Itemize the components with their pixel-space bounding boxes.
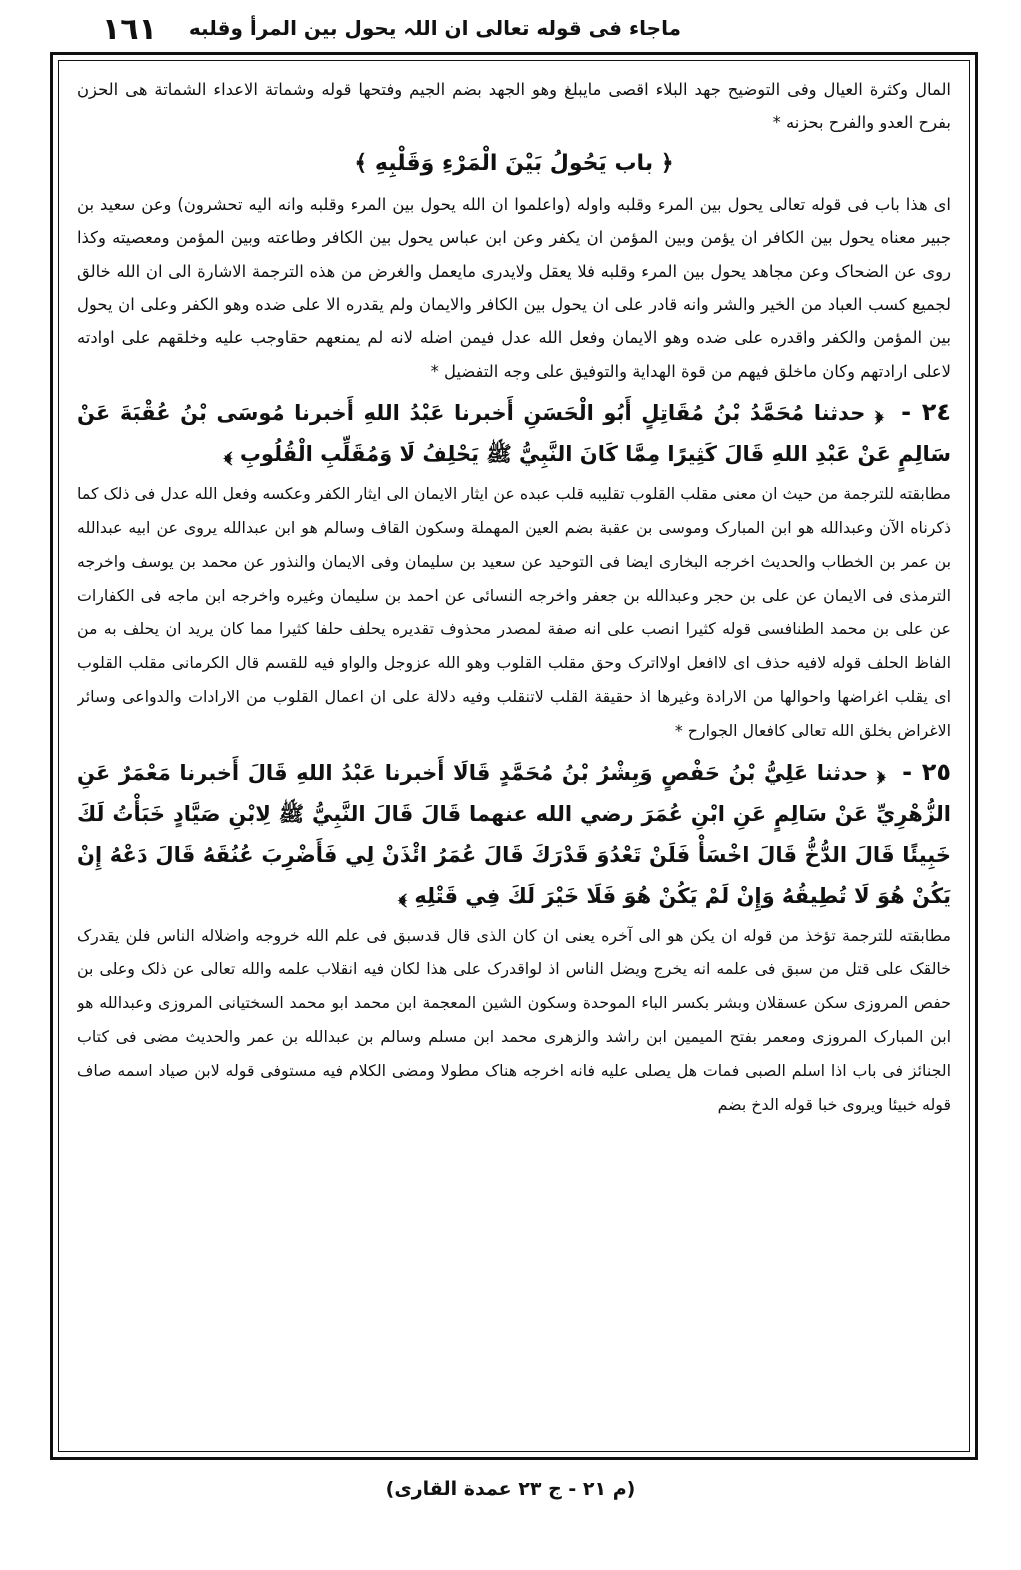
hadith-25-text: ﴿ حدثنا عَلِيُّ بْنُ حَفْصٍ وَبِشْرُ بْنُ مُحَمَّدٍ قَالَا أَخبرنا عَبْدُ اللهِ قَالَ أَخبرنا مَعْمَرٌ عَنِ الزُّهْرِيِّ عَنْ سَالِمٍ عَنِ ابْنِ عُمَرَ رضي الله عنهما قَالَ قَالَ النَّبِيُّ ﷺ لِابْنِ صَيَّادٍ خَبَأْتُ لَكَ خَبِيئًا قَالَ الدُّخُّ قَالَ اخْسَأْ فَلَنْ تَعْدُوَ قَدْرَكَ قَالَ عُمَرُ ائْذَنْ لِي فَأَضْرِبَ عُنُقَهُ قَالَ دَعْهُ إِنْ يَكُنْ هُوَ لَا تُطِيقُهُ وَإِنْ لَمْ يَكُنْ هُوَ فَلَا خَيْرَ لَكَ فِي قَتْلِهِ ﴾ (77, 760, 951, 908)
hadith-24-number: ٢٤ - (901, 398, 951, 427)
intro-paragraph: المال وکثرة العیال وفی التوضیح جهد البلاء اقصی مایبلغ وهو الجهد بضم الجیم وفتحها قوله وشماتة الاعداء الشماتة هی الحزن بفرح العدو والفرح بحزنه * (77, 80, 951, 133)
page-number: ١٦١ (102, 12, 157, 47)
hadith-24-text: ﴿ حدثنا مُحَمَّدُ بْنُ مُقَاتِلٍ أَبُو الْحَسَنِ أَخبرنا عَبْدُ اللهِ أَخبرنا مُوسَى بْنُ عُقْبَةَ عَنْ سَالِمٍ عَنْ عَبْدِ اللهِ قَالَ كَثِيرًا مِمَّا كَانَ النَّبِيُّ ﷺ يَحْلِفُ لَا وَمُقَلِّبِ الْقُلُوبِ ﴾ (77, 401, 951, 467)
hadith-24 (77, 392, 951, 475)
page-header (50, 8, 971, 52)
page-frame (50, 52, 978, 1460)
chapter-commentary: ای هذا باب فی قوله تعالی یحول بین المرء وقلبه واوله (واعلموا ان الله یحول بین المرء وقلبه وانه الیه تحشرون) وعن سعید بن جبیر معناه یحول بین الکافر ان یؤمن وبین المؤمن ان یکفر وعن ابن عباس یحول بین الکافر وطاعته وبین المؤمن ومعصیته وکذا روی عن الضحاک وعن مجاهد یحول بین المرء وقلبه فلا یعقل ولایدری مایعمل والغرض من هذه الترجمة الاشارة الی ان الله خالق لجمیع کسب العباد من الخیر والشر وانه قادر علی ان یحول بین الکافر والایمان ولم یقدره الا علی ضده وهو الکفر وعلی ان یحول بین المؤمن والکفر واقدره علی ضده وهو الایمان وفعل الله عدل فیمن اضله لانه لم یمنعهم حقاوجب علیه وخلقهم علی اوادته لاعلی ارادتهم وکان ماخلق فیهم من قوة الهدایة والتوفیق علی وجه التفضیل * (77, 194, 951, 381)
hadith-25-number: ٢٥ - (902, 757, 951, 786)
page-frame-inner (58, 60, 970, 1452)
page-footer-signature: (م ٢١ - ج ٢٣ عمدة القاری) (385, 1478, 636, 1500)
running-title: ماجاء فی قوله تعالی ان اللہ یحول بین المرأ وقلبه (188, 16, 681, 40)
chapter-heading: ﴿ باب يَحُولُ بَيْنَ الْمَرْءِ وَقَلْبِهِ ﴾ (354, 150, 674, 176)
hadith-25-commentary: مطابقته للترجمة تؤخذ من قوله ان یکن هو الی آخره یعنی ان کان الذی قال قدسبق فی علم الله خروجه واضلاله الناس فلن یقدرک خالقک علی قتل من سبق فی علمه انه یخرج ویضل الناس اذ لواقدرک علی هذا لکان فیه انقلاب علمه والله تعالی عن ذلک وعلی بن حفص المروزی سکن عسقلان وبشر بکسر الباء الموحدة وسکون الشین المعجمة ابن محمد ابو محمد السختیانی المروزی وعبدالله هو ابن المبارک المروزی ومعمر بفتح المیمین ابن راشد والزهری محمد ابن مسلم وسالم بن عبدالله بن عمر والحدیث مضی فی کتاب الجنائز فی باب اذا اسلم الصبی فمات هل یصلی علیه فانه اخرجه هناک مطولا ومضی الکلام فیه مستوفی قوله لابن صیاد اسمه صاف قوله خبیئا ویروی خبا قوله الدخ بضم (77, 925, 951, 1114)
hadith-24-commentary: مطابقته للترجمة من حیث ان معنی مقلب القلوب تقلیبه قلب عبده عن ایثار الایمان الی ایثار الکفر وعکسه وفعل الله عدل فی ذلک کما ذکرناه الآن وعبدالله هو ابن المبارک وموسی بن عقبة بضم العین المهملة وسکون القاف وسالم هو ابن عبدالله یروی عن ابیه عبدالله بن عمر بن الخطاب والحدیث اخرجه البخاری ایضا فی التوحید عن سعید بن سلیمان وفی الایمان والنذور عن محمد بن یوسف واخرجه الترمذی فی الایمان عن علی بن حجر وعبدالله بن جعفر واخرجه النسائی عن احمد بن سلیمان وغیره واخرجه ابن ماجه فی الکفارات عن علی بن محمد الطنافسی قوله کثیرا انصب علی انه صفة لمصدر محذوف تقدیره یحلف حلفا کثیرا مما کان یرید ان یحلف به من الفاظ الحلف قوله لافیه حذف ای لاافعل اولااترک وحق مقلب القلوب وهو الله عزوجل والواو فیه للقسم قال الکرمانی مقلب القلوب ای یقلب اغراضها واحوالها من الارادة وغیرها اذ حقیقة القلب لاتنقلب وفیه دلالة علی ان اعمال القلوب من الارادات والدواعی وسائر الاغراض بخلق الله تعالی کافعال الجوارح * (77, 484, 951, 740)
page-content (77, 73, 951, 1441)
hadith-25 (77, 752, 951, 917)
